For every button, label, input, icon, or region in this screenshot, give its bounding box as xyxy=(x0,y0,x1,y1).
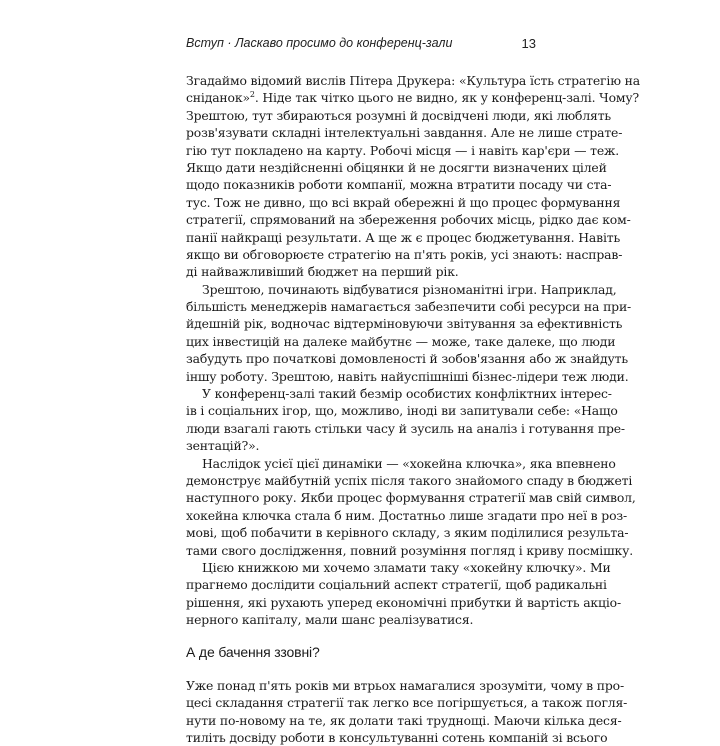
text-line: щодо показників роботи компанії, можна втратити посаду чи ста- xyxy=(186,177,612,193)
text-fragment: . Ніде так чітко цього не видно, як у конференц-залі. Чому? xyxy=(254,90,640,106)
text-line: цих інвестицій на далеке майбутнє — може, таке далеке, що люди xyxy=(186,333,616,349)
text-line: ів і соціальних ігор, що, можливо, іноді ви запитували себе: «Нащо xyxy=(186,403,618,419)
paragraph-1 xyxy=(186,72,640,281)
text-line: ді найважливіший бюджет на перший рік. xyxy=(186,264,459,280)
text-line: панії найкращі результати. А ще ж є процес бюджетування. Навіть xyxy=(186,229,621,245)
text-line: йдешній рік, водночас відтерміновуючи звітування за ефективність xyxy=(186,316,623,332)
text-line: Зрештою, починають відбуватися різноманітні ігри. Наприклад, xyxy=(202,281,617,297)
paragraph-2 xyxy=(186,281,632,385)
running-head xyxy=(186,36,536,56)
text-line: Цією книжкою ми хочемо зламати таку «хокейну ключку». Ми xyxy=(202,559,611,575)
text-line: іншу роботу. Зрештою, навіть найуспішніші бізнес-лідери теж люди. xyxy=(186,368,629,384)
text-line: нерного капіталу, мали шанс реалізуватися. xyxy=(186,612,474,628)
text-fragment: сніданок» xyxy=(186,90,250,106)
text-line: забудуть про початкові домовленості й зобов'язання або ж знайдуть xyxy=(186,351,628,367)
text-line: тус. Тож не дивно, що всі вкрай обережні й що процес формування xyxy=(186,194,621,210)
text-line: тами свого дослідження, повний розуміння погляд і криву посмішку. xyxy=(186,542,634,558)
text-line: Згадаймо відомий вислів Пітера Друкера: «Культура їсть стратегію на xyxy=(186,73,640,88)
text-line: розв'язувати складні інтелектуальні завдання. Але не лише страте- xyxy=(186,125,623,141)
text-line: тиліть досвіду роботи в консультуванні сотень компаній зі всього xyxy=(186,730,608,746)
text-line: демонструє майбутній успіх після такого знайомого спаду в бюджеті xyxy=(186,472,633,488)
paragraph-6 xyxy=(186,677,628,746)
text-line: люди взагалі гають стільки часу й зусиль на аналіз і готування пре- xyxy=(186,420,625,436)
text-line: гію тут покладено на карту. Робочі місця — і навіть кар'єри — теж. xyxy=(186,142,620,158)
text-line: цесі складання стратегії так легко все погіршується, а також погля- xyxy=(186,695,628,711)
body-text xyxy=(186,72,640,746)
running-head-title: Вступ · Ласкаво просимо до конференц-зали xyxy=(186,36,453,50)
footnote-marker: 2 xyxy=(249,90,255,100)
text-line: більшість менеджерів намагається забезпечити собі ресурси на при- xyxy=(186,299,632,315)
paragraph-5 xyxy=(186,559,622,629)
text-line: наступного року. Якби процес формування стратегії мав свій символ, xyxy=(186,490,636,506)
text-line: зентацій?». xyxy=(186,438,260,454)
text-line: У конференц-залі такий безмір особистих конфліктних інтерес- xyxy=(202,386,612,402)
text-line: якщо ви обговорюєте стратегію на п'ять років, усі знають: насправ- xyxy=(186,246,623,262)
page-number: 13 xyxy=(521,36,536,51)
text-line xyxy=(186,89,640,106)
text-line: Зрештою, тут збираються розумні й досвідчені люди, які люблять xyxy=(186,107,612,123)
text-line: хокейна ключка стала б ним. Достатньо лише згадати про неї в роз- xyxy=(186,507,628,523)
text-line: Наслідок усієї цієї динаміки — «хокейна ключка», яка впевнено xyxy=(202,455,616,471)
text-line: нути по-новому на те, як долати такі труднощі. Маючи кілька деся- xyxy=(186,712,622,728)
text-line: прагнемо дослідити соціальний аспект стратегії, щоб радикальні xyxy=(186,577,607,593)
text-line: Якщо дати нездійсненні обіцянки й не досягти визначених цілей xyxy=(186,159,607,175)
text-line: рішення, які рухають уперед економічні прибутки й вартість акціо- xyxy=(186,594,622,610)
text-line: Уже понад п'ять років ми втрьох намагалися зрозуміти, чому в про- xyxy=(186,677,625,693)
text-line: стратегії, спрямований на збереження робочих місць, рідко дає ком- xyxy=(186,212,631,228)
section-heading: А де бачення ззовні? xyxy=(186,643,320,660)
text-line: мові, щоб побачити в керівного складу, з яким поділилися результа- xyxy=(186,525,629,541)
paragraph-3 xyxy=(186,385,625,455)
paragraph-4 xyxy=(186,455,636,559)
